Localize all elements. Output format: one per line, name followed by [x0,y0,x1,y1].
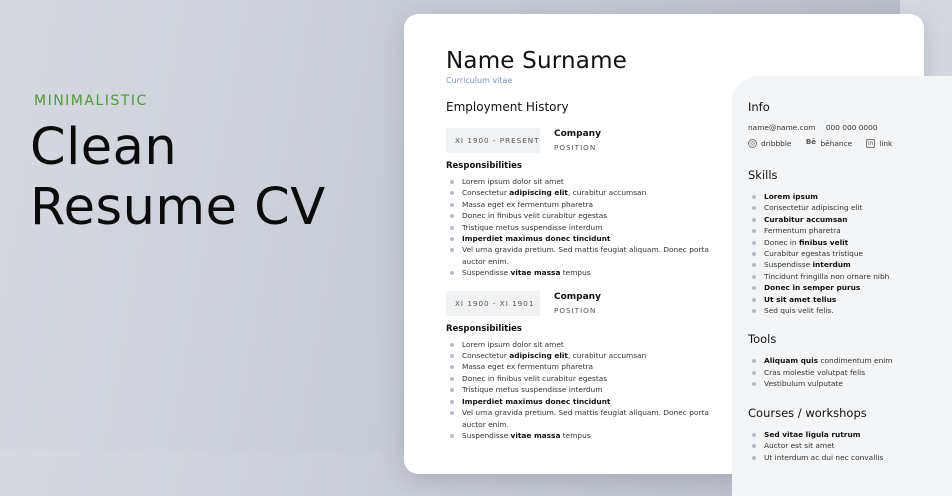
list-item-text: Sed quis velit felis. [764,306,834,316]
resume-name: Name Surname [446,48,628,74]
social-link-label: dribbble [761,139,792,148]
responsibilities-list [449,339,716,442]
job-company-block [554,129,601,152]
list-item [751,429,928,440]
promo-tag: MINIMALISTIC [34,93,148,109]
list-item-bold-text: vitae massa [510,430,561,440]
list-item-text: Vel urna gravida pretium. Sed mattis feugiat aliquam. Donec porta auctor enim. [462,245,709,266]
list-item [449,176,716,187]
list-item-text: Donec in finibus velit curabitur egestas [462,373,608,383]
resume-sheet [404,14,924,474]
linkedin-icon: in [867,140,874,147]
list-item [751,305,928,316]
list-item [449,210,716,221]
list-item [449,396,716,407]
job-dates: XI 1900 - PRESENT [446,128,540,153]
list-item [449,199,716,210]
tools-section [748,332,928,389]
job-header [446,291,716,316]
list-item-text: Tristique metus suspendisse interdum [462,222,603,232]
responsibilities-label: Responsibilities [446,161,522,171]
social-link-label: link [879,139,893,148]
social-link-label: bēhance [820,139,853,148]
list-item-text: Fermentum pharetra [764,226,841,236]
list-item-text: Suspendisse [764,260,813,270]
list-item-text: Tincidunt fringilla non ornare nibh [764,271,890,281]
job-company-block [554,292,601,315]
job-position: POSITION [554,305,597,315]
list-item [751,237,928,248]
list-item [751,294,928,305]
dribbble-icon: ◎ [749,140,756,147]
list-item [751,282,928,293]
list-item-text: condimentum enim [818,356,893,366]
list-item [751,191,928,202]
email-text: name@name.com [748,123,816,132]
list-item-text: Massa eget ex fermentum pharetra [462,362,594,372]
social-link[interactable] [748,139,791,148]
list-item-bold-text: Aliquam quis [764,356,819,366]
promo-title-line-1: Clean [30,118,178,177]
list-item [751,271,928,282]
list-item [449,361,716,372]
list-item [449,373,716,384]
list-item [751,367,928,378]
list-item-text: tempus [560,430,591,440]
list-item-bold-text: adipiscing elit [509,351,568,361]
list-item-text: Consectetur adipiscing elit [764,203,863,213]
list-item-text: Vestibulum vulputate [764,379,843,389]
promo-title-line-2: Resume CV [30,178,326,237]
info-heading: Info [748,100,770,114]
tools-list [751,355,928,389]
skills-section [748,168,928,316]
job-dates: XI 1900 - XI 1901 [446,291,540,316]
list-item-text: Ut interdum ac dui nec convallis [764,452,884,462]
list-item [751,225,928,236]
list-item [751,452,928,463]
list-item-text: Tristique metus suspendisse interdum [462,385,603,395]
list-item-bold-text: Donec in semper purus [764,283,861,293]
responsibilities-label: Responsibilities [446,323,522,334]
resume-subtitle: Curriculum vitae [446,76,513,85]
list-item [449,222,716,233]
list-item-text: Massa eget ex fermentum pharetra [462,199,594,209]
list-item-text: Suspendisse [462,268,511,278]
list-item-text: Curabitur egestas tristique [764,249,864,259]
employment-section [446,100,716,453]
skills-list [751,191,928,316]
list-item [751,259,928,270]
list-item-text: Donec in finibus velit curabitur egestas [462,211,608,221]
job-company: Company [554,129,601,139]
list-item-bold-text: Curabitur accumsan [764,214,848,224]
courses-heading: Courses / workshops [748,405,867,420]
job-company: Company [554,291,601,302]
promo-title [30,118,326,238]
list-item-bold-text: Ut sit amet tellus [764,294,837,304]
list-item-bold-text: finibus velit [798,237,849,247]
list-item [751,378,928,389]
list-item [751,214,928,225]
list-item-text: Auctor est sit amet [764,441,835,451]
courses-section [748,406,928,463]
list-item [751,440,928,451]
employment-heading: Employment History [446,100,569,114]
list-item-bold-text: Lorem ipsum [764,192,818,201]
list-item [449,244,716,267]
list-item-bold-text: adipiscing elit [509,188,568,198]
list-item-text: tempus [560,268,591,278]
social-links [748,139,928,148]
list-item-text: Lorem ipsum dolor sit amet [462,339,564,349]
list-item [751,248,928,259]
list-item-bold-text: Imperdiet maximus donec tincidunt [462,396,611,406]
list-item [449,233,716,244]
list-item [449,267,716,278]
list-item-text: Consectetur [462,351,510,361]
list-item-bold-text: vitae massa [510,268,561,278]
behance-icon: Bē [805,138,817,146]
list-item [449,407,716,430]
list-item-text: Cras molestie volutpat felis [764,367,866,377]
job-entry [446,128,716,279]
list-item-text: Consectetur [462,188,510,198]
phone-text: 000 000 0000 [825,123,878,132]
job-entry [446,291,716,442]
list-item-text: Donec in [764,237,799,247]
list-item-bold-text: Imperdiet maximus donec tincidunt [462,234,611,244]
list-item-text: Lorem ipsum dolor sit amet [462,177,564,186]
list-item-text: Vel urna gravida pretium. Sed mattis feugiat aliquam. Donec porta auctor enim. [462,408,709,429]
tools-heading: Tools [748,332,777,347]
social-link[interactable] [805,139,852,148]
info-section [748,100,928,148]
contact-line [748,123,928,132]
sidebar-content [748,100,928,479]
list-item [449,384,716,395]
job-header [446,128,716,153]
courses-list [751,429,928,463]
responsibilities-list [449,176,716,279]
list-item-text: , curabitur accumsan [567,351,647,361]
skills-heading: Skills [748,168,778,182]
list-item [751,355,928,366]
list-item [449,430,716,441]
list-item [751,202,928,213]
list-item-bold-text: interdum [812,260,851,270]
list-item [449,339,716,350]
list-item-bold-text: Sed vitae ligula rutrum [764,429,861,439]
job-list [446,128,716,441]
job-position: POSITION [554,143,597,152]
list-item-text: Suspendisse [462,430,511,440]
list-item [449,187,716,198]
list-item [449,350,716,361]
list-item-text: , curabitur accumsan [567,188,647,198]
social-link[interactable] [866,139,892,148]
